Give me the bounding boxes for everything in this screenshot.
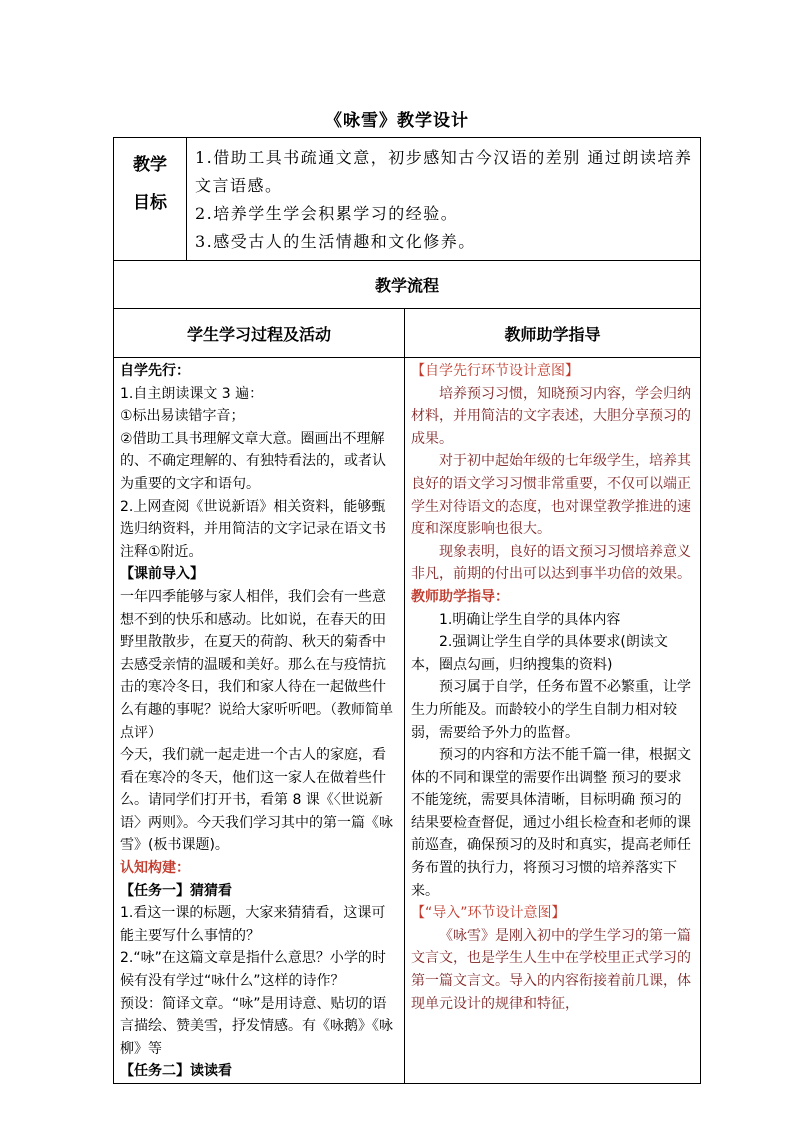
intro-heading: 【课前导入】 (120, 566, 204, 583)
student-activity-column (114, 358, 405, 1084)
self-study-step: ①标出易读错字音； (120, 408, 245, 425)
objectives-label-line2: 目标 (133, 193, 167, 213)
objective-item: 1.借助工具书疏通文意，初步感知古今汉语的差别 通过朗读培养文言语感。 (195, 148, 693, 195)
objective-item: 2.培养学生学会积累学习的经验。 (195, 204, 459, 223)
task2-heading: 【任务二】读读看 (120, 1063, 232, 1080)
objectives-label-cell (114, 138, 187, 261)
column-headings-row (114, 309, 701, 358)
intro-paragraph: 一年四季能够与家人相伴，我们会有一些意想不到的快乐和感动。比如说，在春天的田野里散散步，在夏天的荷韵、秋天的菊香中去感受亲情的温暖和美好。那么在与疫情抗击的寒冷冬日，我们和家人待在一起做些什么有趣的事呢？说给大家听听吧。（教师简单点评） (120, 588, 393, 741)
intro-intent-heading: 【“导入”环节设计意图】 (411, 905, 566, 922)
task1-question: 1.看这一课的标题，大家来猜猜看，这课可能主要写什么事情的？ (120, 905, 386, 944)
guidance-paragraph: 预习属于自学，任务布置不必繁重，让学生力所能及。而龄较小的学生自制力相对较弱，需要给予外力的监督。 (411, 679, 691, 741)
design-intent-heading: 【自学先行环节设计意图】 (411, 363, 579, 379)
design-intent-paragraph: 对于初中起始年级的七年级学生，培养其良好的语文学习习惯非常重要，不仅可以端正学生对待语文的态度，也对课堂教学推进的速度和深度影响也很大。 (411, 453, 691, 538)
teacher-guidance-heading: 教师助学指导 (405, 309, 701, 358)
lesson-plan-table (113, 137, 701, 1084)
guidance-paragraph: 预习的内容和方法不能千篇一律，根据文体的不同和课堂的需要作出调整 预习的要求不能笼统，需要具体清晰，目标明确 预习的结果要检查督促，通过小组长检查和老师的课前巡查，确保预习的及时和真实，提高老师任务布置的执行力，将预习习惯的培养落实下来。 (411, 747, 691, 899)
cognition-heading: 认知构建： (120, 860, 190, 877)
flow-heading-row (114, 261, 701, 309)
self-study-step: 2.上网查阅《世说新语》相关资料，能够甄选归纳资料，并用简洁的文字记录在语文书注释①附近。 (120, 498, 386, 560)
objective-item: 3.感受古人的生活情趣和文化修养。 (195, 232, 476, 251)
task1-question: 2.“咏”在这篇文章是指什么意思？小学的时候有没有学过“咏什么”这样的诗作？ (120, 950, 386, 990)
teacher-guidance-subheading: 教师助学指导： (411, 588, 509, 605)
intro-paragraph: 今天，我们就一起走进一个古人的家庭，看看在寒冷的冬天，他们这一家人在做着些什么。请同学们打开书，看第 8 课《〈世说新语〉两则》。今天我们学习其中的第一篇《咏雪》(板书课题)。 (120, 747, 393, 854)
intro-intent-paragraph: 《咏雪》是刚入初中的学生学习的第一篇文言文，也是学生人生中在学校里正式学习的第一篇文言文。导入的内容衔接着前几课，体现单元设计的规律和特征， (411, 927, 691, 1012)
task1-answer: 预设：简译文章。“咏”是用诗意、贴切的语言描绘、赞美雪，抒发情感。有《咏鹅》《咏柳》等 (120, 995, 393, 1057)
design-intent-paragraph: 培养预习习惯，知晓预习内容，学会归纳材料，并用简洁的文字表述，大胆分享预习的成果。 (411, 385, 691, 447)
guidance-item: 2.强调让学生自学的具体要求(朗读文本，圈点勾画，归纳搜集的资料) (411, 634, 668, 673)
page-title: 《咏雪》教学设计 (325, 111, 469, 131)
objectives-row (114, 138, 701, 261)
objectives-label-line1: 教学 (133, 155, 167, 175)
guidance-item: 1.明确让学生自学的具体内容 (439, 611, 621, 628)
design-intent-paragraph: 现象表明，良好的语文预习习惯培养意义非凡，前期的付出可以达到事半功倍的效果。 (411, 543, 691, 583)
content-row (114, 358, 701, 1084)
teacher-guidance-column (405, 358, 701, 1084)
task1-heading: 【任务一】猜猜看 (120, 882, 232, 899)
self-study-step: ②借助工具书理解文章大意。圈画出不理解的、不确定理解的、有独特看法的，或者认为重要的文字和语句。 (120, 430, 386, 492)
self-study-step: 1.自主朗读课文 3 遍： (120, 385, 264, 402)
self-study-heading: 自学先行： (120, 363, 190, 379)
student-activity-heading: 学生学习过程及活动 (114, 309, 405, 358)
flow-heading: 教学流程 (114, 261, 701, 309)
objectives-content (187, 138, 701, 261)
